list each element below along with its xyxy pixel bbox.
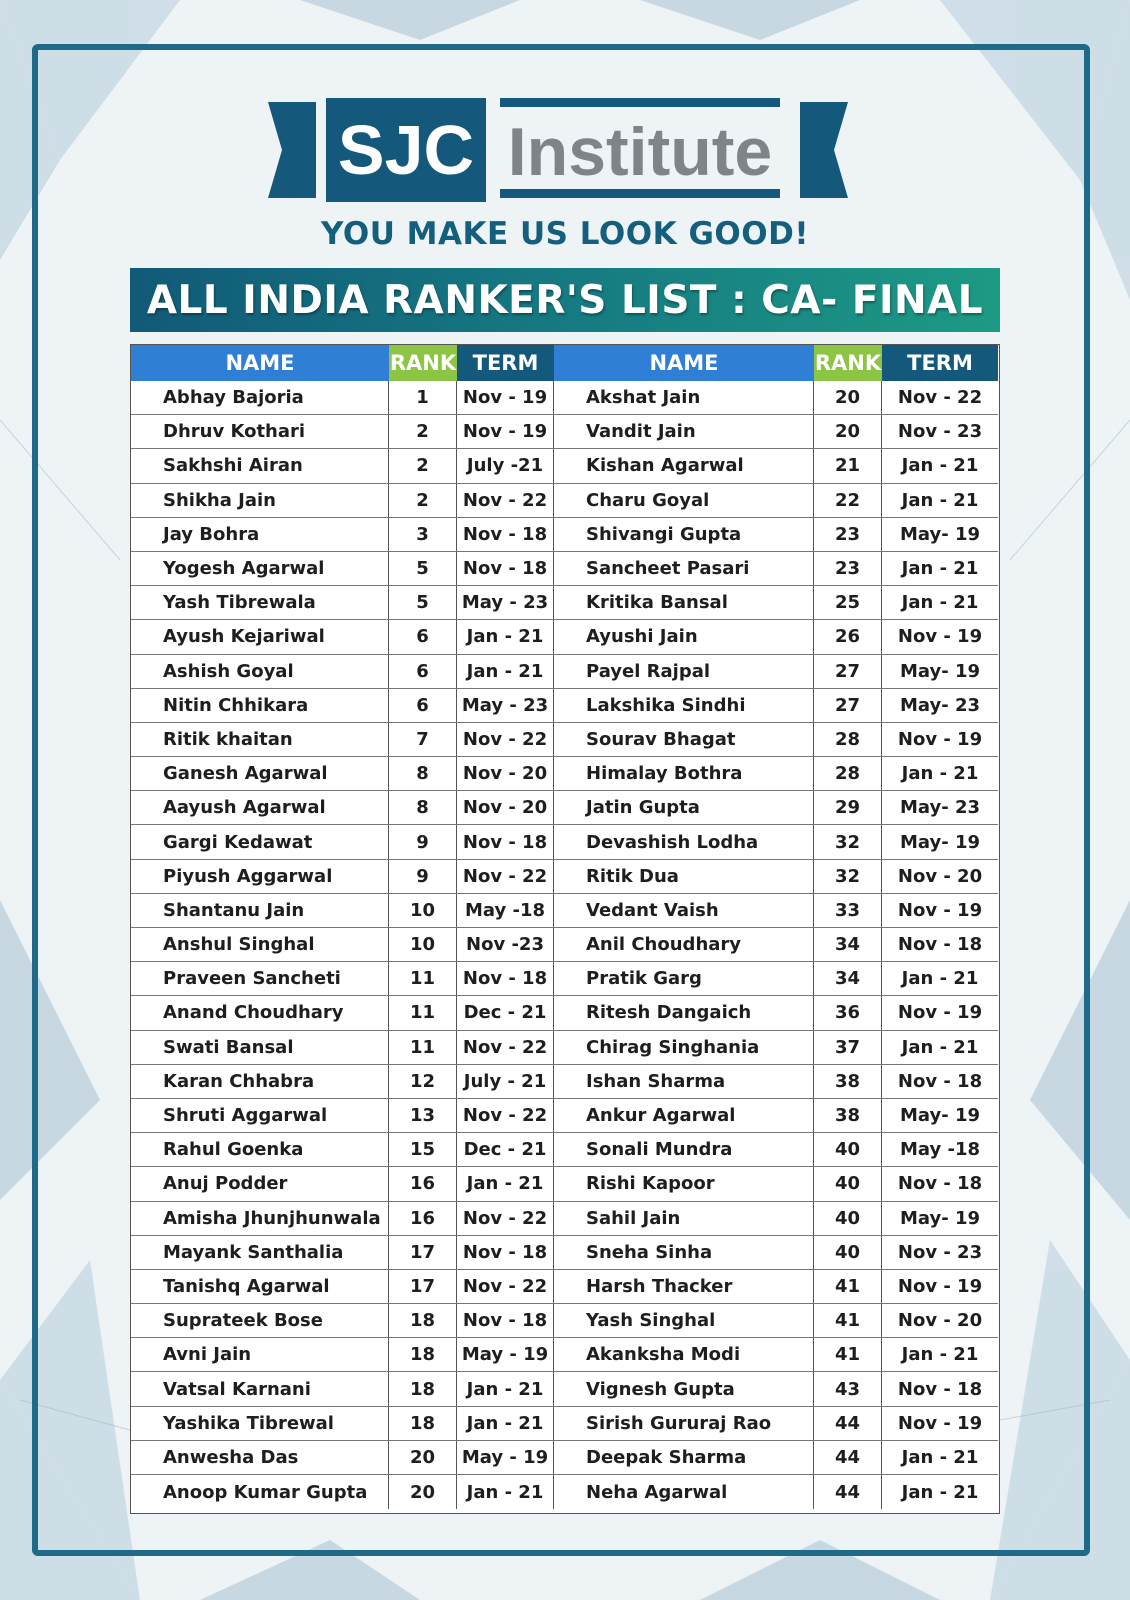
logo-left-ribbon [268,102,316,198]
left-rank-cell: 6 [389,655,457,688]
right-name-cell: Vedant Vaish [554,894,814,927]
table-row [131,860,998,894]
table-body [131,381,998,1509]
logo-top-bar [500,98,780,107]
left-name-cell: Anwesha Das [131,1441,389,1474]
left-rank-cell: 18 [389,1372,457,1405]
left-rank-cell: 10 [389,894,457,927]
right-term-cell: Nov - 20 [897,865,983,887]
right-name-cell: Ritesh Dangaich [554,996,814,1029]
table-row [131,381,998,415]
left-term-cell: Nov - 18 [457,552,554,585]
left-term-cell: Nov - 18 [457,518,554,551]
table-row [131,1372,998,1406]
left-rank-cell: 2 [389,449,457,482]
left-rank-cell: 7 [389,723,457,756]
right-term-cell: May -18 [899,1139,981,1161]
header-name-left: NAME [131,345,389,381]
left-name-cell: Sakhshi Airan [131,449,389,482]
table-row [131,1065,998,1099]
table-row [131,1338,998,1372]
header-name-right: NAME [554,345,814,381]
left-rank-cell: 2 [389,484,457,517]
right-rank-cell: 22 [814,484,882,517]
right-rank-cell: 20 [814,381,882,414]
right-rank-cell: 41 [814,1270,882,1303]
left-term-cell: Nov - 22 [457,1031,554,1064]
left-rank-cell: 20 [389,1441,457,1474]
left-rank-cell: 11 [389,996,457,1029]
table-row [131,723,998,757]
right-rank-cell: 34 [814,928,882,961]
left-term-cell: May - 23 [457,689,554,722]
left-rank-cell: 5 [389,586,457,619]
left-name-cell: Jay Bohra [131,518,389,551]
right-term-cell: Jan - 21 [901,558,979,580]
right-rank-cell: 37 [814,1031,882,1064]
left-term-cell: Nov - 19 [457,415,554,448]
left-term-cell: Nov - 18 [457,1304,554,1337]
right-name-cell: Ritik Dua [554,860,814,893]
left-rank-cell: 9 [389,825,457,858]
right-term-cell: May- 23 [899,797,981,819]
right-term-cell: Jan - 21 [901,968,979,990]
right-term-cell: May- 19 [899,1207,981,1229]
left-name-cell: Ashish Goyal [131,655,389,688]
header-rank-left: RANK [389,345,457,381]
left-term-cell: Nov - 22 [457,1099,554,1132]
left-name-cell: Abhay Bajoria [131,381,389,414]
right-rank-cell: 34 [814,962,882,995]
right-term-cell: Jan - 21 [901,1036,979,1058]
ranker-table [130,344,1000,1514]
table-row [131,1407,998,1441]
table-row [131,1441,998,1475]
right-name-cell: Akanksha Modi [554,1338,814,1371]
right-rank-cell: 43 [814,1372,882,1405]
right-name-cell: Sahil Jain [554,1202,814,1235]
sjc-institute-logo [268,98,848,202]
left-name-cell: Anand Choudhary [131,996,389,1029]
left-term-cell: Jan - 21 [457,1475,554,1509]
right-name-cell: Deepak Sharma [554,1441,814,1474]
right-rank-cell: 40 [814,1202,882,1235]
header-term-left: TERM [457,345,554,381]
table-row [131,655,998,689]
left-name-cell: Suprateek Bose [131,1304,389,1337]
left-name-cell: Shikha Jain [131,484,389,517]
left-term-cell: Jan - 21 [457,1407,554,1440]
right-term-cell: Nov - 19 [897,626,983,648]
left-name-cell: Ritik khaitan [131,723,389,756]
right-name-cell: Neha Agarwal [554,1475,814,1509]
left-term-cell: May -18 [457,894,554,927]
right-rank-cell: 38 [814,1099,882,1132]
right-rank-cell: 27 [814,655,882,688]
table-row [131,1270,998,1304]
left-rank-cell: 12 [389,1065,457,1098]
right-name-cell: Rishi Kapoor [554,1167,814,1200]
table-row [131,757,998,791]
right-term-cell: Jan - 21 [901,592,979,614]
right-term-cell: Jan - 21 [901,455,979,477]
left-term-cell: Nov - 20 [457,757,554,790]
left-name-cell: Yogesh Agarwal [131,552,389,585]
left-term-cell: Dec - 21 [457,1133,554,1166]
left-name-cell: Praveen Sancheti [131,962,389,995]
left-rank-cell: 18 [389,1407,457,1440]
right-term-cell: Nov - 19 [897,1412,983,1434]
right-name-cell: Ankur Agarwal [554,1099,814,1132]
left-rank-cell: 8 [389,757,457,790]
right-rank-cell: 29 [814,791,882,824]
right-rank-cell: 20 [814,415,882,448]
right-name-cell: Akshat Jain [554,381,814,414]
right-rank-cell: 23 [814,518,882,551]
left-name-cell: Avni Jain [131,1338,389,1371]
left-rank-cell: 20 [389,1475,457,1509]
right-name-cell: Yash Singhal [554,1304,814,1337]
right-name-cell: Payel Rajpal [554,655,814,688]
left-name-cell: Shruti Aggarwal [131,1099,389,1132]
left-rank-cell: 17 [389,1270,457,1303]
right-name-cell: Sneha Sinha [554,1236,814,1269]
left-name-cell: Aayush Agarwal [131,791,389,824]
right-name-cell: Kishan Agarwal [554,449,814,482]
left-rank-cell: 6 [389,620,457,653]
right-rank-cell: 41 [814,1338,882,1371]
right-name-cell: Sonali Mundra [554,1133,814,1166]
left-term-cell: Nov - 22 [457,1202,554,1235]
table-row [131,894,998,928]
left-name-cell: Anuj Podder [131,1167,389,1200]
left-term-cell: Jan - 21 [457,1372,554,1405]
table-header [131,345,998,381]
right-name-cell: Sancheet Pasari [554,552,814,585]
left-term-cell: Nov - 18 [457,825,554,858]
header-rank-right: RANK [814,345,882,381]
left-rank-cell: 8 [389,791,457,824]
left-rank-cell: 1 [389,381,457,414]
left-rank-cell: 6 [389,689,457,722]
table-row [131,928,998,962]
left-rank-cell: 9 [389,860,457,893]
right-term-cell: May- 19 [899,1105,981,1127]
right-rank-cell: 25 [814,586,882,619]
right-name-cell: Devashish Lodha [554,825,814,858]
left-term-cell: Nov - 22 [457,723,554,756]
right-term-cell: Nov - 19 [897,1002,983,1024]
left-rank-cell: 11 [389,962,457,995]
table-row [131,1099,998,1133]
right-name-cell: Pratik Garg [554,962,814,995]
table-row [131,689,998,723]
left-name-cell: Dhruv Kothari [131,415,389,448]
table-row [131,996,998,1030]
right-term-cell: Jan - 21 [901,1446,979,1468]
right-rank-cell: 26 [814,620,882,653]
right-rank-cell: 44 [814,1441,882,1474]
left-name-cell: Mayank Santhalia [131,1236,389,1269]
left-name-cell: Nitin Chhikara [131,689,389,722]
right-term-cell: May- 19 [899,831,981,853]
right-term-cell: Nov - 19 [897,1275,983,1297]
right-term-cell: Jan - 21 [901,763,979,785]
right-term-cell: Nov - 23 [897,421,983,443]
left-name-cell: Shantanu Jain [131,894,389,927]
left-term-cell: July - 21 [457,1065,554,1098]
right-name-cell: Vignesh Gupta [554,1372,814,1405]
right-rank-cell: 21 [814,449,882,482]
left-name-cell: Yashika Tibrewal [131,1407,389,1440]
right-name-cell: Vandit Jain [554,415,814,448]
right-term-cell: Nov - 19 [897,728,983,750]
left-rank-cell: 16 [389,1202,457,1235]
right-name-cell: Jatin Gupta [554,791,814,824]
left-term-cell: Nov - 19 [457,381,554,414]
left-term-cell: Nov - 18 [457,962,554,995]
left-name-cell: Vatsal Karnani [131,1372,389,1405]
table-row [131,1304,998,1338]
right-name-cell: Himalay Bothra [554,757,814,790]
left-name-cell: Karan Chhabra [131,1065,389,1098]
left-rank-cell: 15 [389,1133,457,1166]
table-row [131,1133,998,1167]
right-name-cell: Harsh Thacker [554,1270,814,1303]
left-name-cell: Amisha Jhunjhunwala [131,1202,389,1235]
right-name-cell: Sirish Gururaj Rao [554,1407,814,1440]
right-rank-cell: 40 [814,1133,882,1166]
left-term-cell: Jan - 21 [457,655,554,688]
right-rank-cell: 36 [814,996,882,1029]
right-term-cell: Jan - 21 [901,1481,979,1503]
left-term-cell: Nov - 20 [457,791,554,824]
table-row [131,962,998,996]
right-rank-cell: 44 [814,1407,882,1440]
right-term-cell: May- 19 [899,660,981,682]
table-row [131,415,998,449]
tagline: YOU MAKE US LOOK GOOD! [321,216,809,252]
right-term-cell: Nov - 20 [897,1310,983,1332]
left-term-cell: May - 23 [457,586,554,619]
right-name-cell: Kritika Bansal [554,586,814,619]
table-row [131,1202,998,1236]
left-rank-cell: 16 [389,1167,457,1200]
logo-sjc-text: SJC [337,111,475,189]
table-row [131,552,998,586]
left-term-cell: May - 19 [457,1338,554,1371]
right-rank-cell: 33 [814,894,882,927]
left-rank-cell: 2 [389,415,457,448]
left-rank-cell: 11 [389,1031,457,1064]
left-name-cell: Anoop Kumar Gupta [131,1475,389,1509]
right-term-cell: Nov - 18 [897,1070,983,1092]
left-rank-cell: 5 [389,552,457,585]
right-name-cell: Ayushi Jain [554,620,814,653]
left-rank-cell: 10 [389,928,457,961]
left-term-cell: Nov - 22 [457,484,554,517]
right-name-cell: Sourav Bhagat [554,723,814,756]
left-term-cell: Nov - 22 [457,1270,554,1303]
table-row [131,518,998,552]
left-name-cell: Yash Tibrewala [131,586,389,619]
right-name-cell: Ishan Sharma [554,1065,814,1098]
right-term-cell: Nov - 18 [897,1173,983,1195]
right-name-cell: Anil Choudhary [554,928,814,961]
left-rank-cell: 18 [389,1338,457,1371]
right-term-cell: Nov - 22 [897,387,983,409]
header-term-right: TERM [882,345,998,381]
left-name-cell: Tanishq Agarwal [131,1270,389,1303]
right-rank-cell: 32 [814,825,882,858]
right-name-cell: Shivangi Gupta [554,518,814,551]
right-rank-cell: 23 [814,552,882,585]
left-term-cell: May - 19 [457,1441,554,1474]
right-rank-cell: 40 [814,1167,882,1200]
right-term-cell: Jan - 21 [901,489,979,511]
right-term-cell: Nov - 19 [897,899,983,921]
logo-right-ribbon [800,102,848,198]
right-rank-cell: 38 [814,1065,882,1098]
left-term-cell: Jan - 21 [457,1167,554,1200]
right-rank-cell: 40 [814,1236,882,1269]
left-rank-cell: 18 [389,1304,457,1337]
left-name-cell: Swati Bansal [131,1031,389,1064]
left-name-cell: Anshul Singhal [131,928,389,961]
logo-institute-text: Institute [507,114,773,190]
left-term-cell: Nov - 22 [457,860,554,893]
table-row [131,1167,998,1201]
table-row [131,449,998,483]
right-term-cell: Nov - 18 [897,934,983,956]
right-name-cell: Lakshika Sindhi [554,689,814,722]
table-row [131,791,998,825]
right-term-cell: Nov - 23 [897,1241,983,1263]
table-row [131,1031,998,1065]
right-rank-cell: 28 [814,757,882,790]
left-name-cell: Piyush Aggarwal [131,860,389,893]
table-row [131,1236,998,1270]
table-row [131,586,998,620]
right-rank-cell: 44 [814,1475,882,1509]
right-term-cell: May- 19 [899,523,981,545]
right-term-cell: May- 23 [899,694,981,716]
left-rank-cell: 3 [389,518,457,551]
left-name-cell: Gargi Kedawat [131,825,389,858]
right-rank-cell: 41 [814,1304,882,1337]
left-rank-cell: 13 [389,1099,457,1132]
logo-bottom-bar [500,189,780,198]
list-title-banner: ALL INDIA RANKER'S LIST : CA- FINAL [130,268,1000,332]
right-rank-cell: 27 [814,689,882,722]
right-term-cell: Jan - 21 [901,1344,979,1366]
left-rank-cell: 17 [389,1236,457,1269]
right-name-cell: Charu Goyal [554,484,814,517]
right-rank-cell: 28 [814,723,882,756]
table-row [131,1475,998,1509]
table-row [131,825,998,859]
left-term-cell: July -21 [457,449,554,482]
left-name-cell: Ganesh Agarwal [131,757,389,790]
table-row [131,484,998,518]
left-term-cell: Jan - 21 [457,620,554,653]
left-name-cell: Rahul Goenka [131,1133,389,1166]
table-row [131,620,998,654]
left-name-cell: Ayush Kejariwal [131,620,389,653]
right-term-cell: Nov - 18 [897,1378,983,1400]
left-term-cell: Nov - 18 [457,1236,554,1269]
right-name-cell: Chirag Singhania [554,1031,814,1064]
right-rank-cell: 32 [814,860,882,893]
left-term-cell: Dec - 21 [457,996,554,1029]
left-term-cell: Nov -23 [457,928,554,961]
